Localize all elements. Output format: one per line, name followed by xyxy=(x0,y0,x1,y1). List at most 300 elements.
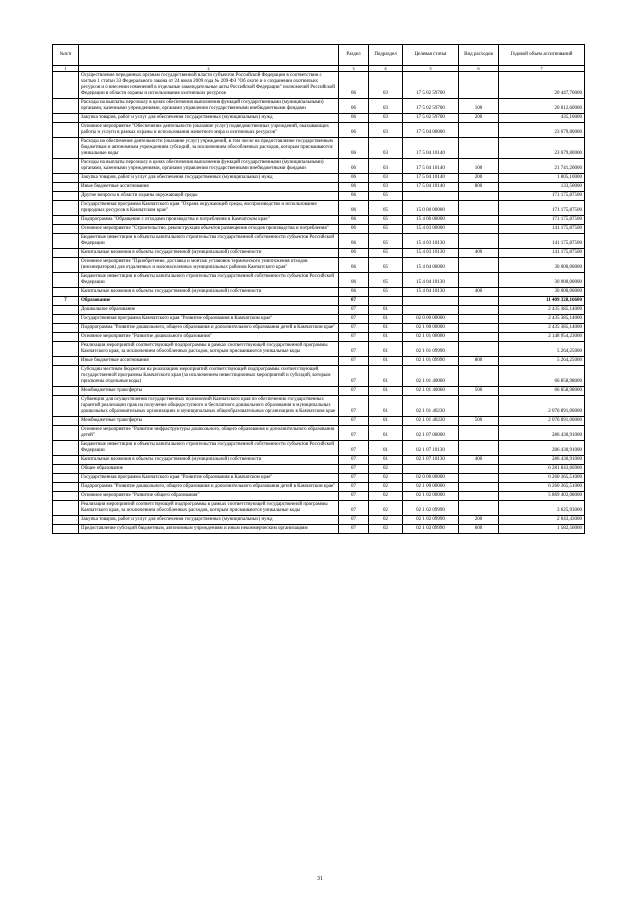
table-row xyxy=(53,306,585,315)
cell-name: Капитальные вложения в объекты государственной (муниципальной) собственности xyxy=(79,249,339,258)
cell-razdel: 06 xyxy=(339,174,369,183)
cell-name: Закупка товаров, работ и услуг для обеспечения государственных (муниципальных) нужд xyxy=(79,174,339,183)
cell-razdel: 06 xyxy=(339,183,369,192)
cell-sum: 2 043,43000 xyxy=(499,516,585,525)
cell-razdel: 06 xyxy=(339,234,369,249)
cell-podrazdel: 03 xyxy=(369,138,403,159)
cell-razdel: 06 xyxy=(339,99,369,114)
cell-podrazdel: 01 xyxy=(369,456,403,465)
cell-podrazdel: 02 xyxy=(369,516,403,525)
cell-sum: 30 000,00000 xyxy=(499,273,585,288)
cell-razdel: 07 xyxy=(339,324,369,333)
cell-num xyxy=(53,474,79,483)
table-row xyxy=(53,174,585,183)
cell-celevaya xyxy=(403,306,459,315)
cell-num xyxy=(53,201,79,216)
cell-razdel: 07 xyxy=(339,366,369,387)
table-row xyxy=(53,333,585,342)
cell-vid: 800 xyxy=(459,183,499,192)
cell-celevaya: 17 5 04 10140 xyxy=(403,174,459,183)
colnum: 6 xyxy=(459,66,499,72)
cell-razdel: 07 xyxy=(339,492,369,501)
cell-vid xyxy=(459,396,499,417)
cell-vid xyxy=(459,315,499,324)
cell-sum: 1 805,10000 xyxy=(499,174,585,183)
cell-sum: 5 264,25000 xyxy=(499,342,585,357)
cell-podrazdel: 01 xyxy=(369,366,403,387)
cell-podrazdel: 01 xyxy=(369,315,403,324)
table-row xyxy=(53,159,585,174)
cell-vid xyxy=(459,192,499,201)
cell-name: Реализация мероприятий соответствующей подпрограммы в рамках соответствующей государственной программы Камчатского края, за исключением обособленных расходов, которым присваиваются уникальные коды xyxy=(79,501,339,516)
header-num: №п/п xyxy=(53,45,79,66)
cell-podrazdel: 02 xyxy=(369,525,403,534)
cell-razdel: 06 xyxy=(339,192,369,201)
cell-name: Субвенции для осуществления государственных полномочий Камчатского края по обеспечению государственных гарантий реализации прав на получение общедоступного и бесплатного дошкольного образования в муниципальных дошкольных образовательных организациях и муниципальных общеобразовательных организациях в Камчатском крае xyxy=(79,396,339,417)
header-razdel: Раздел xyxy=(339,45,369,66)
cell-vid xyxy=(459,342,499,357)
cell-celevaya: 02 1 01 40230 xyxy=(403,417,459,426)
table-row xyxy=(53,465,585,474)
cell-podrazdel: 02 xyxy=(369,465,403,474)
cell-razdel: 06 xyxy=(339,249,369,258)
table-row xyxy=(53,138,585,159)
cell-podrazdel: 05 xyxy=(369,201,403,216)
table-row xyxy=(53,474,585,483)
cell-name: Государственная программа Камчатского края "Развитие образования в Камчатском крае" xyxy=(79,474,339,483)
cell-name: Иные бюджетные ассигнования xyxy=(79,183,339,192)
cell-sum: 2 435 385,14000 xyxy=(499,306,585,315)
cell-sum: 21 741,20000 xyxy=(499,159,585,174)
cell-vid xyxy=(459,366,499,387)
cell-celevaya: 15 4 03 00000 xyxy=(403,225,459,234)
table-row xyxy=(53,192,585,201)
cell-name: Капитальные вложения в объекты государственной (муниципальной) собственности xyxy=(79,288,339,297)
cell-razdel: 06 xyxy=(339,216,369,225)
cell-vid xyxy=(459,501,499,516)
colnum: 2 xyxy=(79,66,339,72)
cell-name: Подпрограмма "Обращение с отходами производства и потребления в Камчатском крае" xyxy=(79,216,339,225)
table-row xyxy=(53,315,585,324)
table-row xyxy=(53,201,585,216)
cell-name: Осуществление переданных органам государственной власти субъектов Российской Федерации в соответствии с частью 1 статьи 33 Федерального закона от 24 июля 2009 года № 209-ФЗ "Об охоте и о сохранении охотничьих ресурсов и о внесении изменений в отдельные законодательные акты Российской Федерации" полномочий Российской Федерации в области охраны и использования охотничьих ресурсов xyxy=(79,72,339,99)
cell-vid: 200 xyxy=(459,114,499,123)
cell-podrazdel: 01 xyxy=(369,396,403,417)
cell-name: Капитальные вложения в объекты государственной (муниципальной) собственности xyxy=(79,456,339,465)
cell-podrazdel: 03 xyxy=(369,174,403,183)
cell-podrazdel: 05 xyxy=(369,273,403,288)
cell-vid xyxy=(459,441,499,456)
table-row xyxy=(53,387,585,396)
cell-num xyxy=(53,99,79,114)
cell-vid: 100 xyxy=(459,159,499,174)
table-row xyxy=(53,456,585,465)
cell-sum: 171 175,87500 xyxy=(499,216,585,225)
cell-vid xyxy=(459,216,499,225)
cell-name: Расходы на выплаты персоналу в целях обеспечения выполнения функций государственными (муниципальными) органами, казенными учреждениями, органами управления государственными внебюджетными фондами xyxy=(79,99,339,114)
cell-name: Основное мероприятие "Приобретение, доставка и монтаж установок термического уничтожения отходов (инсинераторов) для отдаленных и малонаселенных муниципальных районов Камчатского края" xyxy=(79,258,339,273)
header-celevaya: Целевая статья xyxy=(403,45,459,66)
cell-podrazdel: 02 xyxy=(369,501,403,516)
cell-num xyxy=(53,234,79,249)
colnum: 1 xyxy=(53,66,79,72)
cell-sum: 286 430,91000 xyxy=(499,456,585,465)
cell-sum: 66 858,98000 xyxy=(499,366,585,387)
cell-podrazdel xyxy=(369,297,403,306)
cell-razdel: 07 xyxy=(339,417,369,426)
cell-celevaya: 02 1 00 00000 xyxy=(403,483,459,492)
cell-sum: 286 430,91000 xyxy=(499,441,585,456)
cell-podrazdel: 01 xyxy=(369,306,403,315)
cell-celevaya: 02 1 07 10130 xyxy=(403,456,459,465)
cell-razdel: 06 xyxy=(339,288,369,297)
cell-razdel: 06 xyxy=(339,201,369,216)
cell-vid xyxy=(459,333,499,342)
cell-sum: 2 076 891,00000 xyxy=(499,417,585,426)
cell-num xyxy=(53,138,79,159)
cell-razdel: 07 xyxy=(339,465,369,474)
cell-celevaya: 15 4 03 10130 xyxy=(403,234,459,249)
cell-podrazdel: 01 xyxy=(369,417,403,426)
cell-razdel: 06 xyxy=(339,273,369,288)
cell-vid xyxy=(459,324,499,333)
cell-sum: 6 260 365,51000 xyxy=(499,483,585,492)
cell-num xyxy=(53,114,79,123)
cell-podrazdel: 02 xyxy=(369,492,403,501)
cell-celevaya: 17 5 02 59700 xyxy=(403,114,459,123)
cell-podrazdel: 03 xyxy=(369,123,403,138)
table-row xyxy=(53,483,585,492)
cell-razdel: 06 xyxy=(339,123,369,138)
cell-vid xyxy=(459,201,499,216)
cell-num xyxy=(53,516,79,525)
cell-celevaya: 02 1 07 00000 xyxy=(403,426,459,441)
cell-num xyxy=(53,249,79,258)
cell-sum: 435,10000 xyxy=(499,114,585,123)
cell-podrazdel: 05 xyxy=(369,234,403,249)
cell-podrazdel: 01 xyxy=(369,426,403,441)
cell-razdel: 07 xyxy=(339,501,369,516)
cell-sum: 66 858,98000 xyxy=(499,387,585,396)
cell-num xyxy=(53,315,79,324)
cell-sum: 171 175,87500 xyxy=(499,201,585,216)
cell-name: Государственная программа Камчатского края "Развитие образования в Камчатском крае" xyxy=(79,315,339,324)
cell-razdel: 07 xyxy=(339,333,369,342)
cell-num xyxy=(53,192,79,201)
cell-vid xyxy=(459,306,499,315)
table-row xyxy=(53,114,585,123)
table-row xyxy=(53,288,585,297)
cell-celevaya: 02 1 00 00000 xyxy=(403,324,459,333)
cell-vid: 200 xyxy=(459,516,499,525)
cell-celevaya: 17 5 02 59700 xyxy=(403,72,459,99)
cell-razdel: 07 xyxy=(339,357,369,366)
cell-sum: 2 435 385,14000 xyxy=(499,315,585,324)
cell-vid xyxy=(459,474,499,483)
cell-vid xyxy=(459,123,499,138)
table-header-row xyxy=(53,45,585,66)
cell-celevaya xyxy=(403,297,459,306)
cell-razdel: 07 xyxy=(339,306,369,315)
cell-name: Реализация мероприятий соответствующей подпрограммы в рамках соответствующей государственной программы Камчатского края, за исключением обособленных расходов, которым присваиваются уникальные коды xyxy=(79,342,339,357)
cell-celevaya: 02 1 02 09990 xyxy=(403,516,459,525)
cell-num xyxy=(53,123,79,138)
cell-celevaya: 02 1 01 09990 xyxy=(403,342,459,357)
cell-name: Субсидии местным бюджетам на реализацию мероприятий соответствующей подпрограммы соответствующей государственной программы Камчатского края (за исключением инвестиционных мероприятий и субсидий, которым присвоены отдельные коды) xyxy=(79,366,339,387)
cell-sum: 5 869 403,08000 xyxy=(499,492,585,501)
cell-celevaya: 17 5 02 59700 xyxy=(403,99,459,114)
table-row xyxy=(53,123,585,138)
cell-num xyxy=(53,366,79,387)
cell-num xyxy=(53,357,79,366)
table-row xyxy=(53,342,585,357)
cell-celevaya: 17 5 04 10140 xyxy=(403,183,459,192)
cell-vid: 400 xyxy=(459,456,499,465)
cell-vid xyxy=(459,483,499,492)
cell-razdel: 06 xyxy=(339,258,369,273)
cell-podrazdel: 03 xyxy=(369,183,403,192)
cell-name: Бюджетные инвестиции в объекты капитального строительства государственной собственности субъектов Российской Федерации xyxy=(79,441,339,456)
cell-podrazdel: 05 xyxy=(369,216,403,225)
cell-num xyxy=(53,417,79,426)
table-row xyxy=(53,516,585,525)
cell-name: Основное мероприятие "Развитие дошкольного образования" xyxy=(79,333,339,342)
cell-sum: 141 175,87500 xyxy=(499,249,585,258)
cell-podrazdel: 03 xyxy=(369,72,403,99)
cell-sum: 11 409 328,16600 xyxy=(499,297,585,306)
cell-num xyxy=(53,426,79,441)
table-row xyxy=(53,366,585,387)
cell-sum: 141 175,87500 xyxy=(499,225,585,234)
table-row xyxy=(53,426,585,441)
cell-sum: 5 264,25000 xyxy=(499,357,585,366)
cell-vid xyxy=(459,72,499,99)
cell-name: Другие вопросы в области охраны окружающей среды xyxy=(79,192,339,201)
colnum: 3 xyxy=(339,66,369,72)
cell-num xyxy=(53,324,79,333)
table-row xyxy=(53,234,585,249)
cell-razdel: 06 xyxy=(339,225,369,234)
cell-vid xyxy=(459,258,499,273)
cell-celevaya: 02 1 07 10130 xyxy=(403,441,459,456)
cell-vid: 400 xyxy=(459,288,499,297)
cell-celevaya: 02 1 02 00000 xyxy=(403,492,459,501)
cell-vid: 600 xyxy=(459,525,499,534)
cell-razdel: 06 xyxy=(339,138,369,159)
cell-vid xyxy=(459,297,499,306)
cell-podrazdel: 05 xyxy=(369,249,403,258)
cell-name: Подпрограмма "Развитие дошкольного, общего образования и дополнительного образования детей в Камчатском крае" xyxy=(79,483,339,492)
table-row xyxy=(53,99,585,114)
cell-sum: 20 012,60000 xyxy=(499,99,585,114)
cell-celevaya: 15 4 03 10130 xyxy=(403,249,459,258)
cell-name: Основное мероприятие "Обеспечение деятельности (оказание услуг) подведомственных учреждений, оказывающих работы и услуги в рамках охраны и использования животного мира и охотничьих ресурсов" xyxy=(79,123,339,138)
cell-num xyxy=(53,333,79,342)
page-number: 31 xyxy=(317,876,323,882)
cell-podrazdel: 05 xyxy=(369,288,403,297)
cell-celevaya: 17 5 04 10140 xyxy=(403,138,459,159)
cell-razdel: 07 xyxy=(339,342,369,357)
table-row xyxy=(53,216,585,225)
table-body xyxy=(53,72,585,534)
cell-celevaya: 02 1 01 09990 xyxy=(403,357,459,366)
table-row xyxy=(53,357,585,366)
cell-num xyxy=(53,273,79,288)
cell-podrazdel: 01 xyxy=(369,441,403,456)
cell-celevaya: 15 4 04 00000 xyxy=(403,258,459,273)
cell-num xyxy=(53,441,79,456)
cell-celevaya: 02 1 01 40060 xyxy=(403,387,459,396)
cell-name: Подпрограмма "Развитие дошкольного, общего образования и дополнительного образования детей в Камчатском крае" xyxy=(79,324,339,333)
cell-razdel: 07 xyxy=(339,456,369,465)
cell-celevaya: 17 5 04 10140 xyxy=(403,159,459,174)
table-row xyxy=(53,501,585,516)
cell-name: Закупка товаров, работ и услуг для обеспечения государственных (муниципальных) нужд xyxy=(79,516,339,525)
table-row xyxy=(53,72,585,99)
cell-vid: 500 xyxy=(459,417,499,426)
cell-num xyxy=(53,492,79,501)
cell-vid: 200 xyxy=(459,174,499,183)
cell-podrazdel: 05 xyxy=(369,258,403,273)
cell-celevaya: 02 1 01 40060 xyxy=(403,366,459,387)
table-row xyxy=(53,183,585,192)
cell-razdel: 07 xyxy=(339,396,369,417)
cell-num: 7 xyxy=(53,297,79,306)
cell-celevaya: 02 1 02 09990 xyxy=(403,525,459,534)
cell-sum: 1 582,50000 xyxy=(499,525,585,534)
cell-podrazdel: 01 xyxy=(369,324,403,333)
cell-sum: 133,50000 xyxy=(499,183,585,192)
cell-vid xyxy=(459,465,499,474)
cell-vid xyxy=(459,138,499,159)
cell-celevaya: 02 1 01 40230 xyxy=(403,396,459,417)
cell-podrazdel: 03 xyxy=(369,159,403,174)
cell-celevaya xyxy=(403,465,459,474)
table-row xyxy=(53,396,585,417)
table-row xyxy=(53,441,585,456)
cell-razdel: 07 xyxy=(339,483,369,492)
cell-razdel: 07 xyxy=(339,297,369,306)
cell-num xyxy=(53,483,79,492)
cell-celevaya: 15 4 00 00000 xyxy=(403,216,459,225)
table-row xyxy=(53,297,585,306)
cell-vid xyxy=(459,225,499,234)
cell-podrazdel: 01 xyxy=(369,387,403,396)
cell-num xyxy=(53,501,79,516)
cell-sum: 6 281 843,66900 xyxy=(499,465,585,474)
cell-podrazdel: 01 xyxy=(369,342,403,357)
cell-name: Государственная программа Камчатского края "Охрана окружающей среды, воспроизводство и использование природных ресурсов в Камчатском крае" xyxy=(79,201,339,216)
cell-vid: 800 xyxy=(459,357,499,366)
cell-name: Общее образование xyxy=(79,465,339,474)
cell-podrazdel: 05 xyxy=(369,225,403,234)
cell-name: Закупка товаров, работ и услуг для обеспечения государственных (муниципальных) нужд xyxy=(79,114,339,123)
cell-celevaya: 17 5 04 00000 xyxy=(403,123,459,138)
cell-name: Основное мероприятие "Развитие инфраструктуры дошкольного, общего образования и дополнительного образования детей" xyxy=(79,426,339,441)
cell-razdel: 07 xyxy=(339,387,369,396)
budget-table xyxy=(52,44,585,534)
cell-num xyxy=(53,159,79,174)
cell-razdel: 06 xyxy=(339,114,369,123)
cell-sum: 30 000,00000 xyxy=(499,258,585,273)
table-row xyxy=(53,225,585,234)
cell-name: Расходы на обеспечение деятельности (оказание услуг) учреждений, в том числе на предоставление государственным бюджетным и автономным учреждениям субсидий, за исключением обособленных расходов, которым присваиваются уникальные коды xyxy=(79,138,339,159)
cell-name: Предоставление субсидий бюджетным, автономным учреждениям и иным некоммерческим организациям xyxy=(79,525,339,534)
cell-num xyxy=(53,456,79,465)
cell-sum: 141 175,87500 xyxy=(499,234,585,249)
cell-sum: 2 148 954,23000 xyxy=(499,333,585,342)
cell-celevaya: 15 0 00 00000 xyxy=(403,201,459,216)
cell-celevaya: 02 0 00 00000 xyxy=(403,315,459,324)
cell-podrazdel: 05 xyxy=(369,192,403,201)
table-row xyxy=(53,525,585,534)
cell-name: Образование xyxy=(79,297,339,306)
cell-name: Дошкольное образование xyxy=(79,306,339,315)
cell-vid xyxy=(459,492,499,501)
cell-vid: 500 xyxy=(459,387,499,396)
cell-razdel: 07 xyxy=(339,441,369,456)
cell-vid xyxy=(459,273,499,288)
cell-razdel: 07 xyxy=(339,525,369,534)
cell-celevaya xyxy=(403,192,459,201)
cell-celevaya: 02 1 02 09990 xyxy=(403,501,459,516)
cell-name: Иные бюджетные ассигнования xyxy=(79,357,339,366)
cell-celevaya: 02 0 00 00000 xyxy=(403,474,459,483)
cell-vid: 100 xyxy=(459,99,499,114)
table-row xyxy=(53,273,585,288)
cell-sum: 30 000,00000 xyxy=(499,288,585,297)
header-podrazdel: Подраздел xyxy=(369,45,403,66)
cell-razdel: 06 xyxy=(339,159,369,174)
cell-vid xyxy=(459,426,499,441)
cell-sum: 23 679,80000 xyxy=(499,138,585,159)
table-row xyxy=(53,258,585,273)
cell-num xyxy=(53,225,79,234)
cell-num xyxy=(53,465,79,474)
cell-num xyxy=(53,387,79,396)
cell-num xyxy=(53,183,79,192)
cell-sum: 20 447,70000 xyxy=(499,72,585,99)
cell-razdel: 06 xyxy=(339,72,369,99)
cell-num xyxy=(53,288,79,297)
cell-name: Расходы на выплаты персоналу в целях обеспечения выполнения функций государственными (муниципальными) органами, казенными учреждениями, органами управления государственными внебюджетными фондами xyxy=(79,159,339,174)
cell-podrazdel: 03 xyxy=(369,99,403,114)
cell-celevaya: 02 1 01 00000 xyxy=(403,333,459,342)
cell-name: Бюджетные инвестиции в объекты капитального строительства государственной собственности субъектов Российской Федерации xyxy=(79,273,339,288)
cell-sum: 171 175,87500 xyxy=(499,192,585,201)
table-row xyxy=(53,324,585,333)
cell-sum: 23 679,80000 xyxy=(499,123,585,138)
cell-num xyxy=(53,525,79,534)
cell-name: Межбюджетные трансферты xyxy=(79,417,339,426)
cell-sum: 286 430,91000 xyxy=(499,426,585,441)
cell-razdel: 07 xyxy=(339,474,369,483)
cell-num xyxy=(53,72,79,99)
colnum: 4 xyxy=(369,66,403,72)
cell-podrazdel: 01 xyxy=(369,357,403,366)
cell-num xyxy=(53,306,79,315)
cell-celevaya: 15 4 04 10130 xyxy=(403,288,459,297)
cell-razdel: 07 xyxy=(339,315,369,324)
cell-sum: 2 076 891,00000 xyxy=(499,396,585,417)
cell-podrazdel: 02 xyxy=(369,483,403,492)
cell-sum: 6 260 365,51000 xyxy=(499,474,585,483)
cell-num xyxy=(53,216,79,225)
cell-razdel: 07 xyxy=(339,516,369,525)
table-row xyxy=(53,492,585,501)
header-obem: Годовой объем ассигнований xyxy=(499,45,585,66)
cell-name: Бюджетные инвестиции в объекты капитального строительства государственной собственности субъектов Российской Федерации xyxy=(79,234,339,249)
